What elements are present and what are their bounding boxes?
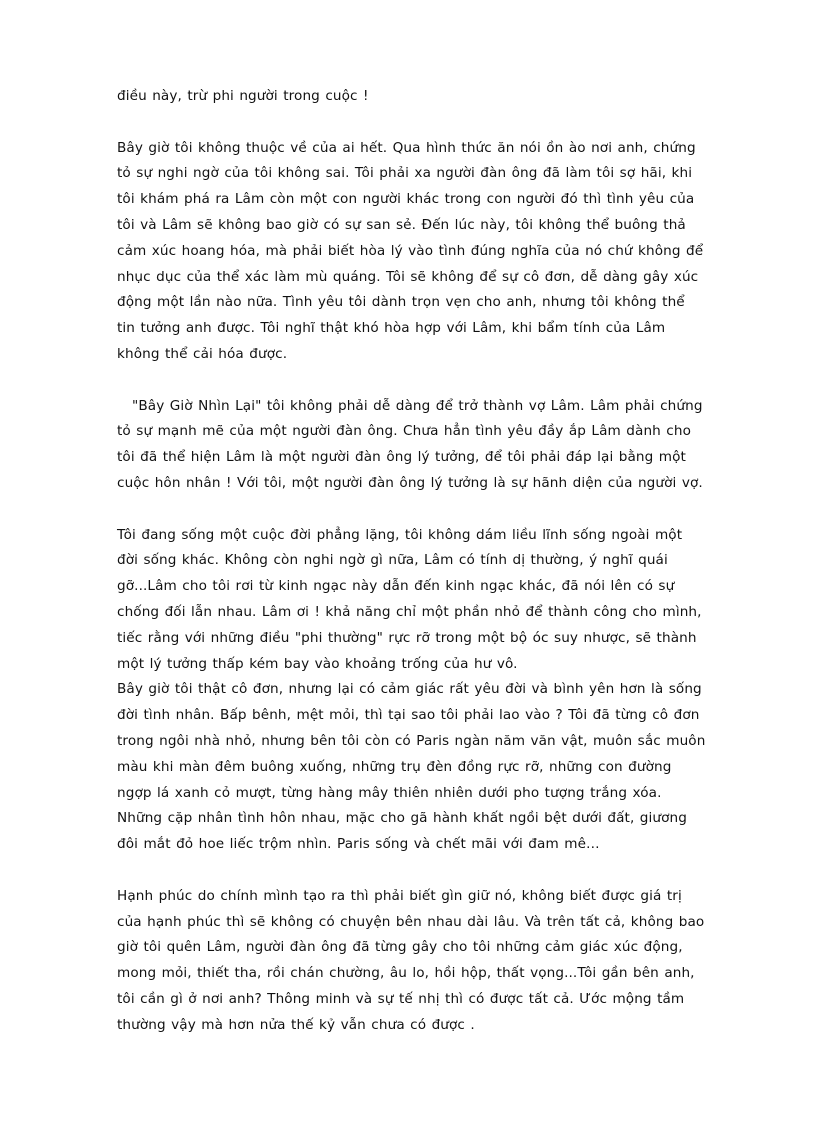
paragraph-gap	[117, 858, 707, 884]
paragraph-2: Bây giờ tôi không thuộc về của ai hết. Qua hình thức ăn nói ồn ào nơi anh, chứng tỏ sự nghi ngờ của tôi không sai. Tôi phải xa người đàn ông đã làm tôi sợ hãi, khi tôi khám phá ra Lâm còn một con người khác trong con người đó thì tình yêu của tôi và Lâm sẽ không bao giờ có sự san sẻ. Đến lúc này, tôi không thể buông thả cảm xúc hoang hóa, mà phải biết hòa lý vào tình đúng nghĩa của nó chứ không để nhục dục của thể xác làm mù quáng. Tôi sẽ không để sự cô đơn, dễ dàng gây xúc động một lần nào nữa. Tình yêu tôi dành trọn vẹn cho anh, nhưng tôi không thể tin tưởng anh được. Tôi nghĩ thật khó hòa hợp với Lâm, khi bẩm tính của Lâm không thể cải hóa được.	[117, 139, 704, 362]
paragraph-5: Bây giờ tôi thật cô đơn, nhưng lại có cảm giác rất yêu đời và bình yên hơn là sống đời tình nhân. Bấp bênh, mệt mỏi, thì tại sao tôi phải lao vào ? Tôi đã từng cô đơn trong ngôi nhà nhỏ, nhưng bên tôi còn có Paris ngàn năm văn vật, muôn sắc muôn màu khi màn đêm buông xuống, những trụ đèn đồng rực rỡ, những con đường ngợp lá xanh cỏ mượt, từng hàng mây thiên nhiên dưới pho tượng trắng xóa. Những cặp nhân tình hôn nhau, mặc cho gã hành khất ngồi bệt dưới đất, giương đôi mắt đỏ hoe liếc trộm nhìn. Paris sống và chết mãi với đam mê…	[117, 681, 706, 853]
paragraph-4: Tôi đang sống một cuộc đời phẳng lặng, tôi không dám liều lĩnh sống ngoài một đời sống khác. Không còn nghi ngờ gì nữa, Lâm có tính dị thường, ý nghĩ quái gỡ...Lâm cho tôi rơi từ kinh ngạc này dẫn đến kinh ngạc khác, đã nói lên có sự chống đối lẫn nhau. Lâm ơi ! khả năng chỉ một phần nhỏ để thành công cho mình, tiếc rằng với những điều "phi thường" rực rỡ trong một bộ óc suy nhược, sẽ thành một lý tưởng thấp kém bay vào khoảng trống của hư vô.	[117, 526, 702, 672]
document-body	[117, 84, 707, 1038]
paragraph-gap	[117, 110, 707, 136]
paragraph-3: "Bây Giờ Nhìn Lại" tôi không phải dễ dàng để trở thành vợ Lâm. Lâm phải chứng tỏ sự mạnh mẽ của một người đàn ông. Chưa hẳn tình yêu đầy ắp Lâm dành cho tôi đã thể hiện Lâm là một người đàn ông lý tưởng, để tôi phải đáp lại bằng một cuộc hôn nhân ! Với tôi, một người đàn ông lý tưởng là sự hãnh diện của người vợ.	[117, 397, 703, 491]
paragraph-1: điều này, trừ phi người trong cuộc !	[117, 88, 369, 104]
paragraph-gap	[117, 497, 707, 523]
paragraph-gap	[117, 368, 707, 394]
paragraph-6: Hạnh phúc do chính mình tạo ra thì phải biết gìn giữ nó, không biết được giá trị của hạnh phúc thì sẽ không có chuyện bên nhau dài lâu. Và trên tất cả, không bao giờ tôi quên Lâm, người đàn ông đã từng gây cho tôi những cảm giác xúc động, mong mỏi, thiết tha, rồi chán chường, âu lo, hồi hộp, thất vọng...Tôi gần bên anh, tôi cần gì ở nơi anh? Thông minh và sự tế nhị thì có được tất cả. Ước mộng tầm thường vậy mà hơn nửa thế kỷ vẫn chưa có được .	[117, 887, 705, 1033]
